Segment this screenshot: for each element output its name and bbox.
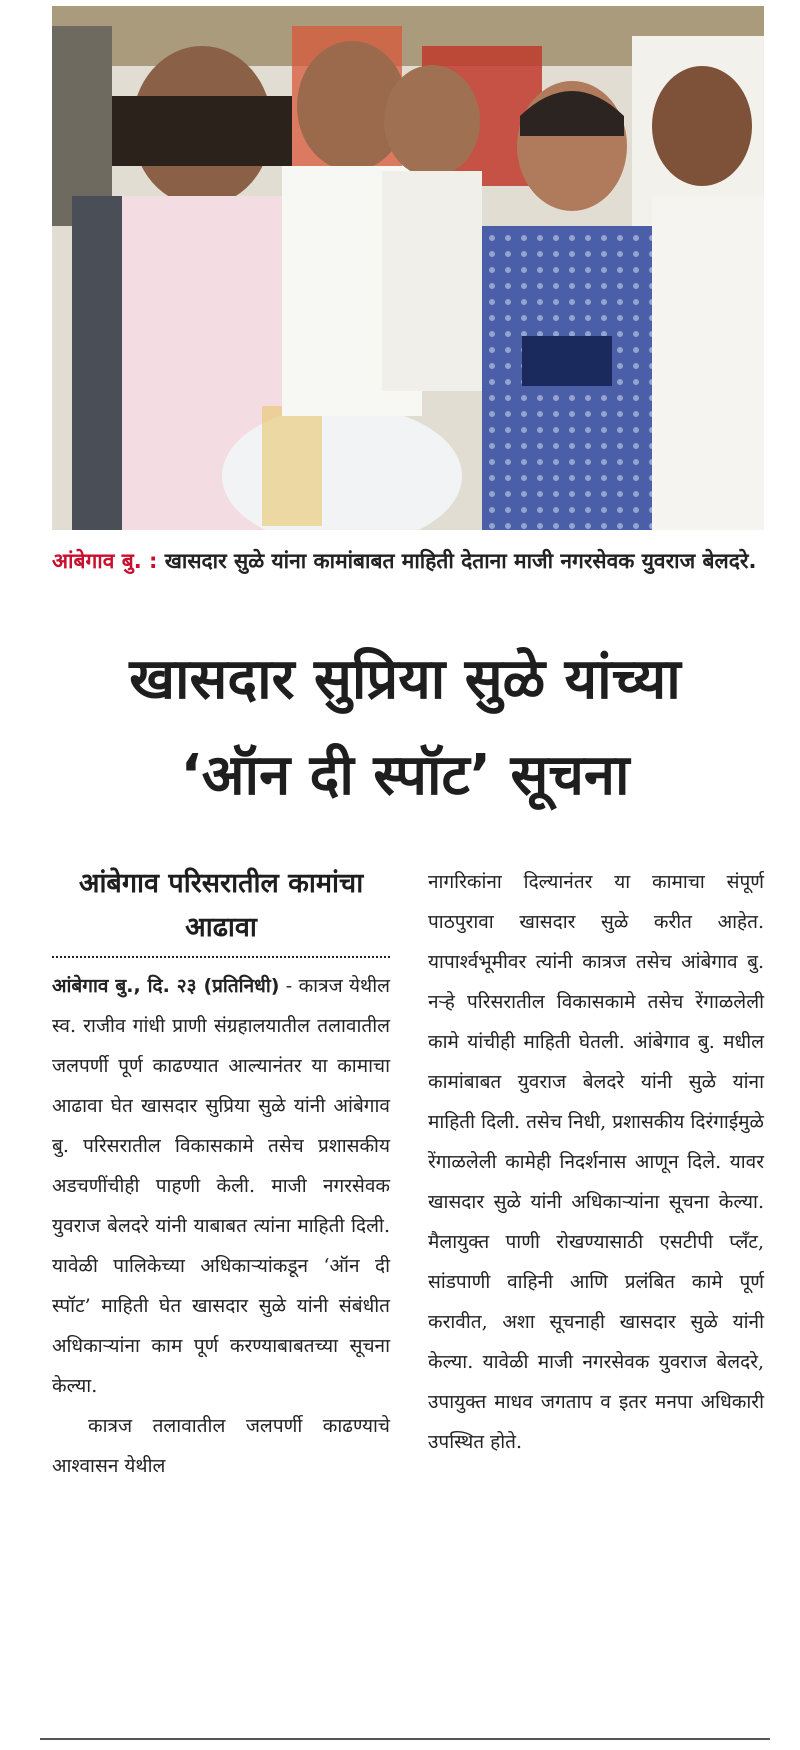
subheading-divider xyxy=(52,956,390,958)
bottom-divider xyxy=(40,1738,770,1740)
article-paragraph-1-text: - कात्रज येथील स्व. राजीव गांधी प्राणी संग्रहालयातील तलावातील जलपर्णी पूर्ण काढण्यात आल्यानंतर या कामाचा आढावा घेत खासदार सुप्रिया सुळे यांनी आंबेगाव बु. परिसरातील विकासकामे तसेच प्रशासकीय अडचणींचीही पाहणी केली. माजी नगरसेवक युवराज बेलदरे यांनी याबाबत त्यांना माहिती दिली. यावेळी पालिकेच्या अधिकाऱ्यांकडून ‘ऑन दी स्पॉट’ माहिती घेत खासदार सुळे यांनी संबंधीत अधिकाऱ्यांना काम पूर्ण करण्याबाबतच्या सूचना केल्या. xyxy=(52,975,390,1397)
article-paragraph-1 xyxy=(52,966,390,1406)
headline-line-1: खासदार सुप्रिया सुळे यांच्या xyxy=(129,647,681,712)
dateline: आंबेगाव बु., दि. २३ (प्रतिनिधी) xyxy=(52,975,280,997)
headline-line-2: ‘ऑन दी स्पॉट’ सूचना xyxy=(180,743,630,808)
headline xyxy=(40,632,770,824)
news-photo-illustration xyxy=(52,6,764,530)
news-photo xyxy=(52,6,764,530)
subheading: आंबेगाव परिसरातील कामांचा आढावा xyxy=(78,868,364,943)
caption-text: खासदार सुळे यांना कामांबाबत माहिती देताना माजी नगरसेवक युवराज बेलदरे. xyxy=(164,549,757,573)
photo-caption xyxy=(52,543,764,579)
article-paragraph-3: नागरिकांना दिल्यानंतर या कामाचा संपूर्ण पाठपुरावा खासदार सुळे करीत आहेत. यापार्श्वभूमीवर त्यांनी कात्रज तसेच आंबेगाव बु. नऱ्हे परिसरातील विकासकामे तसेच रेंगाळलेली कामे यांचीही माहिती घेतली. आंबेगाव बु. मधील कामांबाबत युवराज बेलदरे यांनी सुळे यांना माहिती दिली. तसेच निधी, प्रशासकीय दिरंगाईमुळे रेंगाळलेली कामेही निदर्शनास आणून दिले. यावर खासदार सुळे यांनी अधिकाऱ्यांना सूचना केल्या. मैलायुक्त पाणी रोखण्यासाठी एसटीपी प्लँट, सांडपाणी वाहिनी आणि प्रलंबित कामे पूर्ण करावीत, अशा सूचनाही खासदार सुळे यांनी केल्या. यावेळी माजी नगरसेवक युवराज बेलदरे, उपायुक्त माधव जगताप व इतर मनपा अधिकारी उपस्थित होते. xyxy=(428,871,764,1453)
article-paragraph-2: कात्रज तलावातील जलपर्णी काढण्याचे आश्वासन येथील xyxy=(52,1415,390,1477)
article-column-right xyxy=(428,862,764,1462)
article-column-left xyxy=(52,862,390,1486)
caption-place: आंबेगाव बु. : xyxy=(52,549,158,573)
